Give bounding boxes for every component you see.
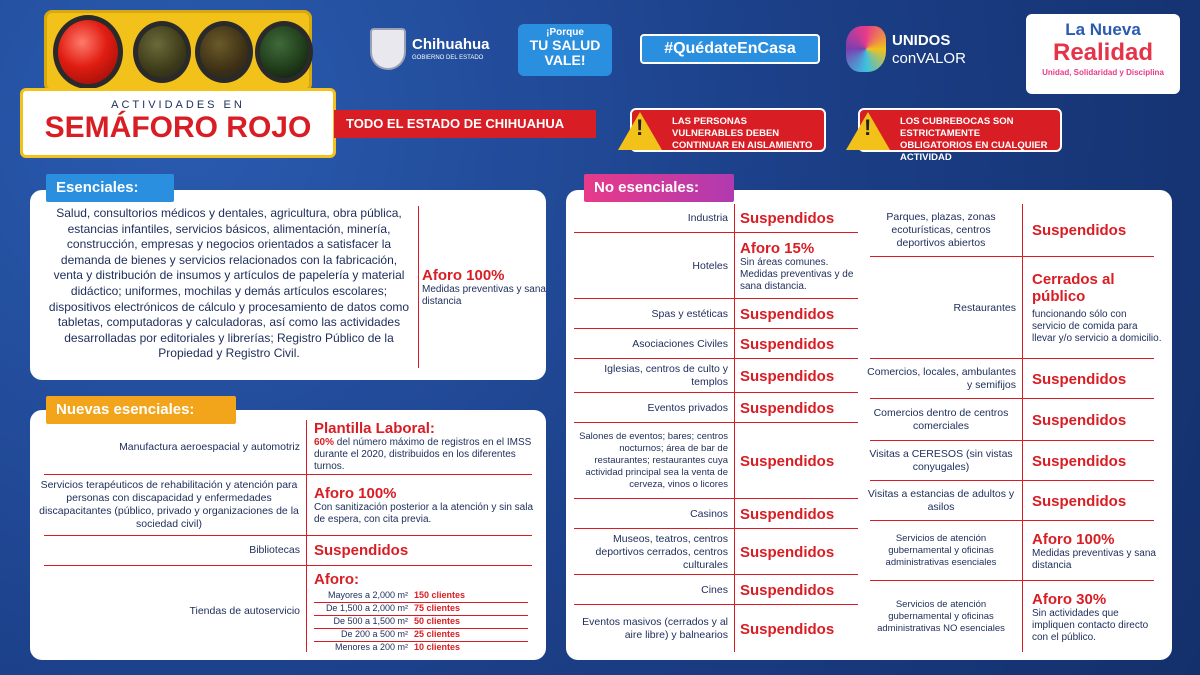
logo-line: ¡Porque <box>546 27 584 38</box>
divider <box>44 474 532 475</box>
value-note: Medidas preventivas y sana distancia <box>422 283 546 307</box>
row-value <box>740 360 860 392</box>
value-label: Aforo 100% <box>422 266 505 284</box>
divider <box>574 358 858 359</box>
value-label: Suspendidos <box>314 541 409 559</box>
shield-icon <box>370 28 406 70</box>
warning-icon: ! <box>618 112 662 150</box>
value-label: Aforo: <box>314 570 359 588</box>
divider <box>870 256 1154 257</box>
logo-chihuahua <box>370 28 500 72</box>
row-value <box>740 500 860 528</box>
value-note: Sin áreas comunes. Medidas preventivas y de sana distancia. <box>740 256 854 292</box>
row-name: Iglesias, centros de culto y templos <box>604 363 728 388</box>
logo-line: UNIDOS <box>892 32 951 49</box>
value-label: Suspendidos <box>740 505 835 523</box>
value-label: Aforo 100% <box>1032 530 1115 548</box>
row-name: Servicios de atención gubernamental y oficinas administrativas esenciales <box>885 533 997 568</box>
logo-line: La Nueva <box>1065 20 1141 39</box>
row-value <box>740 424 860 498</box>
title-heading: SEMÁFORO ROJO <box>44 111 312 144</box>
row-name: Tiendas de autoservicio <box>189 604 300 617</box>
value-label: Suspendidos <box>740 305 835 323</box>
row-name: Comercios, locales, ambulantes y semifijos <box>867 366 1016 391</box>
tier-clients: 25 clientes <box>414 629 461 639</box>
no-esenciales-panel <box>566 190 1172 660</box>
logo-line: VALE! <box>544 52 586 68</box>
value-note <box>314 437 534 473</box>
divider <box>870 480 1154 481</box>
row-name: Salones de eventos; bares; centros nocturnos; área de bar de restaurantes; restaurantes cuya actividad principal sea la venta de cerveza, vinos o licores <box>579 431 728 490</box>
value-label: Suspendidos <box>740 543 835 561</box>
logo-name: Chihuahua <box>412 36 490 53</box>
logo-unidos-con-valor <box>846 22 996 78</box>
aforo-tier <box>314 629 484 639</box>
row-value <box>1032 258 1162 358</box>
value-label: Aforo 30% <box>1032 590 1107 608</box>
divider <box>574 232 858 233</box>
divider <box>44 565 532 566</box>
row-name: Manufactura aeroespacial y automotriz <box>119 440 300 453</box>
value-label: Aforo 100% <box>314 484 397 502</box>
value-label: Suspendidos <box>740 620 835 638</box>
divider <box>574 498 858 499</box>
nuevas-esenciales-tag: Nuevas esenciales: <box>46 396 236 424</box>
page-title <box>20 88 336 158</box>
logo-line: Unidad, Solidaridad y Disciplina <box>1042 68 1164 77</box>
divider <box>574 528 858 529</box>
row-value <box>314 418 534 474</box>
row-name: Hoteles <box>692 259 728 272</box>
value-label: Plantilla Laboral: <box>314 419 435 437</box>
row-value <box>1032 442 1162 480</box>
aforo-tier <box>314 616 484 626</box>
row-name: Industria <box>687 211 728 224</box>
row-name: Cines <box>701 583 728 596</box>
row-value <box>314 476 534 534</box>
esenciales-panel <box>30 190 546 380</box>
warning-cubrebocas <box>858 108 1062 163</box>
tier-clients: 10 clientes <box>414 642 461 652</box>
aforo-tier <box>314 603 484 613</box>
esenciales-value <box>418 206 546 368</box>
value-label: Aforo 15% <box>740 239 815 257</box>
warning-text: LOS CUBREBOCAS SON ESTRICTAMENTE OBLIGATORIOS EN CUALQUIER ACTIVIDAD <box>900 116 1048 163</box>
value-label: Suspendidos <box>740 452 835 470</box>
value-label: Suspendidos <box>740 581 835 599</box>
logo-line: Realidad <box>1052 39 1154 66</box>
row-value <box>740 576 860 604</box>
divider <box>734 204 735 652</box>
row-value <box>1032 204 1162 256</box>
row-name: Servicios terapéuticos de rehabilitación y atención para personas con discapacidad y enfermedades discapacitantes (público, privado y organizaciones de la sociedad civil) <box>39 479 299 530</box>
row-value <box>1032 400 1162 440</box>
row-value <box>314 568 534 590</box>
row-name: Bibliotecas <box>249 543 300 556</box>
value-label: Suspendidos <box>740 335 835 353</box>
divider <box>870 520 1154 521</box>
row-name: Asociaciones Civiles <box>632 337 728 350</box>
value-label: Suspendidos <box>1032 411 1127 429</box>
row-name: Comercios dentro de centros comerciales <box>873 407 1009 432</box>
row-value <box>740 530 860 574</box>
divider <box>574 392 858 393</box>
warning-vulnerables <box>630 108 826 152</box>
logo-tu-salud-vale <box>518 24 612 76</box>
tier-size: Mayores a 2,000 m² <box>327 590 408 600</box>
no-esenciales-tag: No esenciales: <box>584 174 734 202</box>
row-value <box>1032 522 1162 580</box>
row-name: Restaurantes <box>953 301 1016 314</box>
divider <box>870 440 1154 441</box>
row-value <box>740 394 860 422</box>
row-value <box>740 234 860 298</box>
title-subheading: ACTIVIDADES EN <box>111 99 245 111</box>
row-value <box>740 204 860 232</box>
row-value <box>740 330 860 358</box>
aforo-tier <box>314 590 484 600</box>
row-name: Parques, plazas, zonas ecoturísticas, centros deportivos abiertos <box>886 210 996 249</box>
value-label: Suspendidos <box>740 399 835 417</box>
row-value <box>740 606 860 652</box>
divider <box>870 358 1154 359</box>
warning-icon: ! <box>846 112 890 150</box>
divider <box>574 574 858 575</box>
divider <box>870 398 1154 399</box>
value-note: funcionando sólo con servicio de comida para llevar y/o servicio a domicilio. <box>1032 309 1162 344</box>
warning-text: LAS PERSONAS VULNERABLES DEBEN CONTINUAR EN AISLAMIENTO <box>672 116 813 151</box>
value-note-bold: 60% <box>314 436 335 448</box>
row-name: Servicios de atención gubernamental y oficinas administrativas NO esenciales <box>877 599 1005 634</box>
esenciales-tag: Esenciales: <box>46 174 174 202</box>
value-label: Suspendidos <box>1032 370 1127 388</box>
logo-la-nueva-realidad <box>1026 14 1180 94</box>
lamp-off-icon <box>195 21 253 83</box>
value-label: Suspendidos <box>740 209 835 227</box>
row-name: Casinos <box>690 507 728 520</box>
logo-line: TU SALUD <box>529 37 601 53</box>
value-label: Suspendidos <box>740 367 835 385</box>
divider <box>574 328 858 329</box>
row-name: Visitas a estancias de adultos y asilos <box>867 488 1015 513</box>
unidos-mark-icon <box>846 26 886 72</box>
logo-quedate-en-casa: #QuédateEnCasa <box>640 34 820 64</box>
value-note-text: del número máximo de registros en el IMSS durante el 2020, distribuidos en los diferentes turnos. <box>314 436 532 472</box>
tier-clients: 150 clientes <box>414 590 466 600</box>
value-note: Sin actividades que impliquen contacto directo con el público. <box>1032 607 1149 643</box>
value-label: Suspendidos <box>1032 452 1127 470</box>
logo-sub: GOBIERNO DEL ESTADO <box>412 55 484 61</box>
region-banner: TODO EL ESTADO DE CHIHUAHUA <box>334 110 596 138</box>
logo-line: conVALOR <box>892 50 966 67</box>
value-label: Suspendidos <box>1032 492 1127 510</box>
traffic-light-icon <box>44 10 312 92</box>
row-value <box>314 536 534 564</box>
nuevas-esenciales-panel <box>30 410 546 660</box>
tier-size: De 1,500 a 2,000 m² <box>325 603 408 613</box>
divider <box>306 420 307 652</box>
row-name: Eventos privados <box>647 401 728 414</box>
divider <box>870 580 1154 581</box>
row-value <box>1032 482 1162 520</box>
row-name: Spas y estéticas <box>651 307 728 320</box>
divider <box>574 422 858 423</box>
divider <box>574 298 858 299</box>
lamp-off-icon <box>255 21 313 83</box>
row-value <box>1032 360 1162 398</box>
row-name: Eventos masivos (cerrados y al aire libre) y balnearios <box>582 616 728 641</box>
row-value <box>1032 582 1162 652</box>
value-note: Con sanitización posterior a la atención y sin sala de espera, con cita previa. <box>314 501 534 525</box>
tier-size: Menores a 200 m² <box>334 642 408 652</box>
tier-size: De 200 a 500 m² <box>340 629 408 639</box>
divider <box>1022 204 1023 652</box>
tier-size: De 500 a 1,500 m² <box>333 616 408 626</box>
row-name: Museos, teatros, centros deportivos cerrados, centros culturales <box>595 532 728 571</box>
value-label: Cerrados al público <box>1032 271 1115 305</box>
row-value <box>740 300 860 328</box>
aforo-tier <box>314 642 484 652</box>
value-label: Suspendidos <box>1032 221 1127 239</box>
lamp-off-icon <box>133 21 191 83</box>
esenciales-list: Salud, consultorios médicos y dentales, agricultura, obra pública, estancias infantiles, servicios básicos, alimentación, minería, construcción, empresas y negocios orientados a satisfacer la demanda de bienes y servicios relacionados con la fabricación, venta y distribución de insumos y artículos de papelería y material didáctico; uniformes, mochilas y demás artículos escolares; dispositivos electrónicos de cálculo y procesamiento de datos como tabletas, computadoras y calculadoras, así como las actividades desarrolladas por editoriales y librerías; Registro Público de la Propiedad y Registro Civil. <box>48 206 410 361</box>
divider <box>574 604 858 605</box>
red-lamp-icon <box>53 15 123 89</box>
tier-clients: 50 clientes <box>414 616 461 626</box>
value-note: Medidas preventivas y sana distancia <box>1032 547 1156 571</box>
row-name: Visitas a CERESOS (sin vistas conyugales) <box>869 448 1013 473</box>
tier-clients: 75 clientes <box>414 603 461 613</box>
